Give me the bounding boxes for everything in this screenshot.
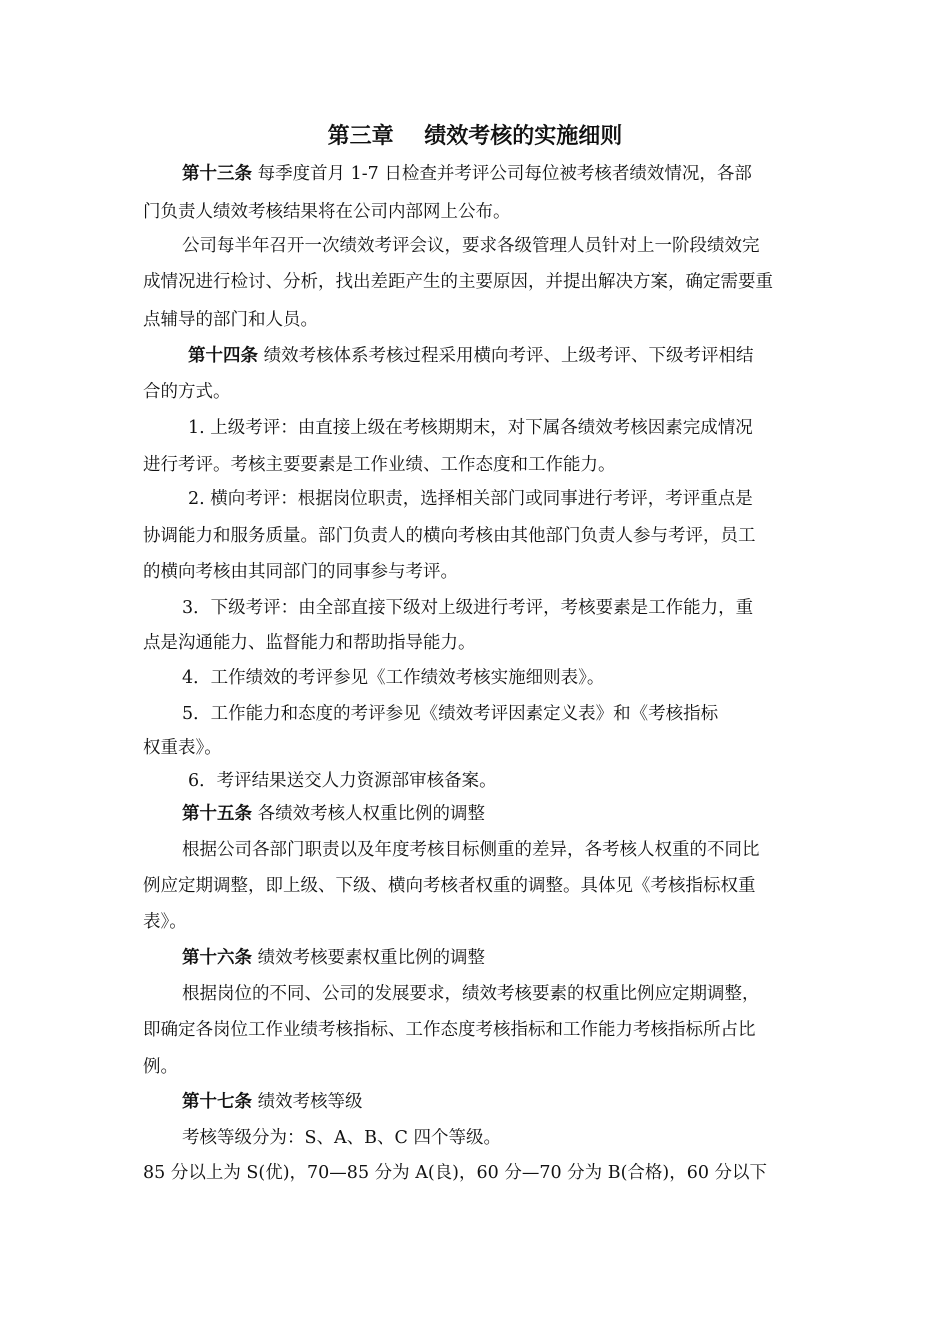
article-15-body-line-1: 根据公司各部门职责以及年度考核目标侧重的差异，各考核人权重的不同比 [182, 840, 760, 860]
article-16-heading: 第十六条 [182, 948, 252, 968]
article-15-body-line-3: 表》。 [143, 912, 187, 932]
article-16-body-line-1: 根据岗位的不同、公司的发展要求，绩效考核要素的权重比例应定期调整， [182, 984, 760, 1004]
article-16-body-line-2: 即确定各岗位工作业绩考核指标、工作态度考核指标和工作能力考核指标所占比 [143, 1020, 756, 1040]
article-13-heading: 第十三条 [182, 164, 252, 184]
item-5-line-1: 5．工作能力和态度的考评参见《绩效考评因素定义表》和《考核指标 [182, 704, 719, 724]
item-6-line: 6．考评结果送交人力资源部审核备案。 [188, 771, 497, 791]
item-2-line-1: 2. 横向考评：根据岗位职责，选择相关部门或同事进行考评，考评重点是 [188, 489, 753, 509]
meeting-line-1: 公司每半年召开一次绩效考评会议，要求各级管理人员针对上一阶段绩效完 [182, 236, 760, 256]
item-1-line-1: 1. 上级考评：由直接上级在考核期期末，对下属各绩效考核因素完成情况 [188, 418, 753, 438]
chapter-title: 第三章 绩效考核的实施细则 [327, 123, 623, 149]
article-16-text: 绩效考核要素权重比例的调整 [252, 948, 486, 968]
item-3-line-2: 点是沟通能力、监督能力和帮助指导能力。 [143, 633, 476, 653]
article-16-line [182, 946, 485, 970]
meeting-line-3: 点辅导的部门和人员。 [143, 310, 318, 330]
article-17-heading: 第十七条 [182, 1092, 252, 1112]
article-13-line-1 [182, 162, 752, 186]
article-14-line-2: 合的方式。 [143, 382, 231, 402]
grades-line-2: 85 分以上为 S(优)，70—85 分为 A(良)，60 分—70 分为 B(合格)，60 分以下 [143, 1163, 768, 1183]
article-17-text: 绩效考核等级 [252, 1092, 363, 1112]
item-3-line-1: 3．下级考评：由全部直接下级对上级进行考评，考核要素是工作能力，重 [182, 598, 754, 618]
article-14-text: 绩效考核体系考核过程采用横向考评、上级考评、下级考评相结 [258, 346, 754, 366]
article-15-text: 各绩效考核人权重比例的调整 [252, 804, 486, 824]
article-15-heading: 第十五条 [182, 804, 252, 824]
item-2-line-2: 协调能力和服务质量。部门负责人的横向考核由其他部门负责人参与考评，员工 [143, 526, 756, 546]
meeting-line-2: 成情况进行检讨、分析，找出差距产生的主要原因，并提出解决方案，确定需要重 [143, 272, 773, 292]
article-13-text: 每季度首月 1-7 日检查并考评公司每位被考核者绩效情况，各部 [252, 164, 752, 184]
item-2-line-3: 的横向考核由其同部门的同事参与考评。 [143, 562, 458, 582]
item-4-line: 4．工作绩效的考评参见《工作绩效考核实施细则表》。 [182, 668, 605, 688]
item-1-line-2: 进行考评。考核主要要素是工作业绩、工作态度和工作能力。 [143, 455, 616, 475]
article-13-line-2: 门负责人绩效考核结果将在公司内部网上公布。 [143, 202, 511, 222]
article-15-body-line-2: 例应定期调整，即上级、下级、横向考核者权重的调整。具体见《考核指标权重 [143, 876, 756, 896]
grades-line-1: 考核等级分为：S、A、B、C 四个等级。 [182, 1128, 501, 1148]
article-17-line [182, 1090, 363, 1114]
item-5-line-2: 权重表》。 [143, 738, 222, 758]
article-14-heading: 第十四条 [188, 346, 258, 366]
article-16-body-line-3: 例。 [143, 1057, 178, 1077]
article-14-line-1 [188, 344, 754, 368]
article-15-line [182, 802, 485, 826]
